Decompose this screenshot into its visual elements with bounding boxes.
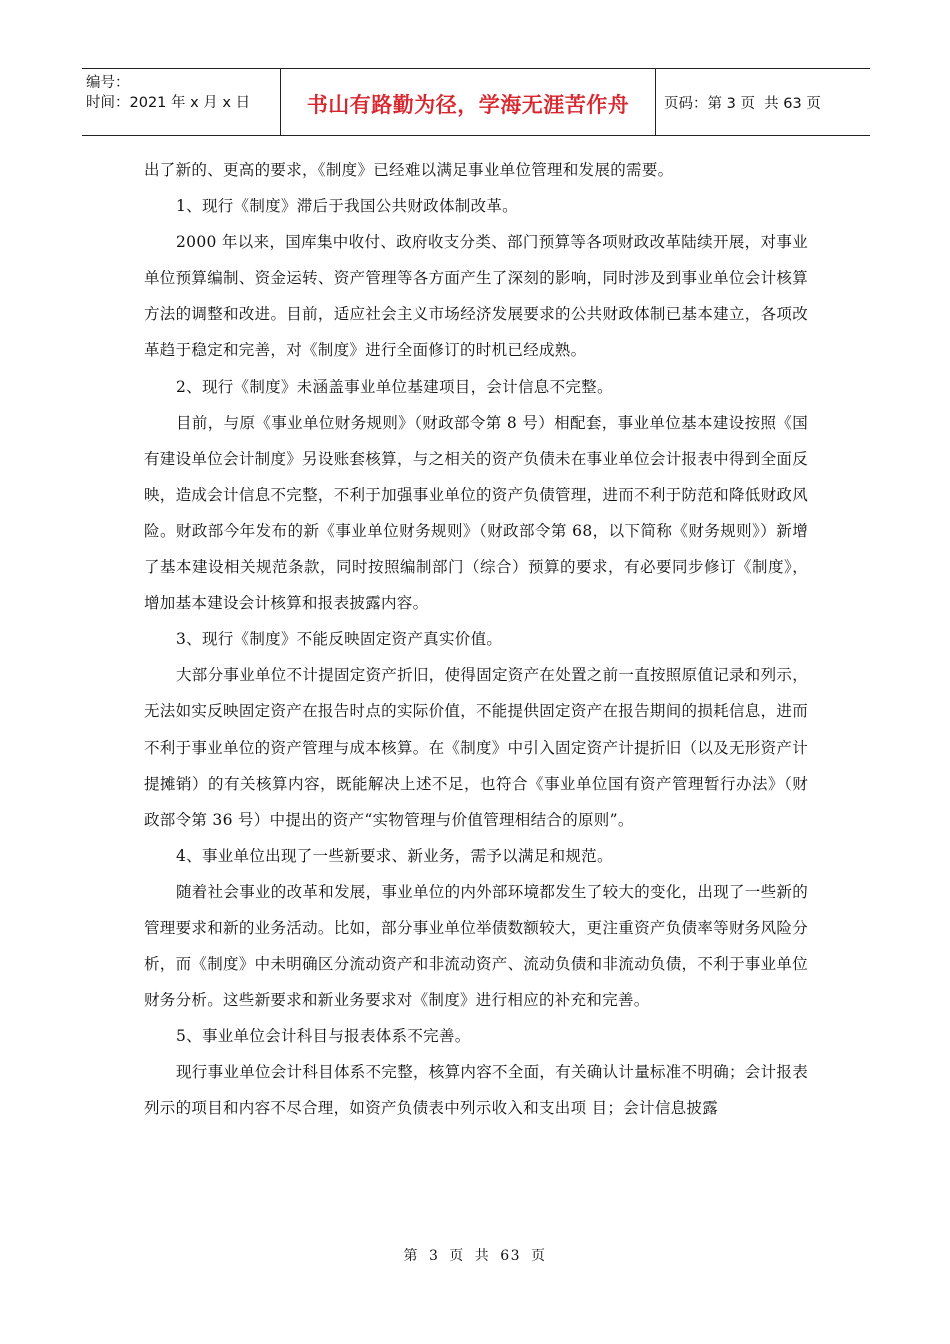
paragraph: 目前，与原《事业单位财务规则》（财政部令第 8 号）相配套，事业单位基本建设按照《国有建设单位会计制度》另设账套核算，与之相关的资产负债未在事业单位会计报表中得到全面反映，造成会计信息不完整，不利于加强事业单位的资产负债管理，进而不利于防范和降低财政风险。财政部今年发布的新《事业单位财务规则》（财政部令第 68，以下简称《财务规则》）新增了基本建设相关规范条款，同时按照编制部门（综合）预算的要求，有必要同步修订《制度》，增加基本建设会计核算和报表披露内容。 [144,413,808,613]
paragraph: 2000 年以来，国库集中收付、政府收支分类、部门预算等各项财政改革陆续开展，对事业单位预算编制、资金运转、资产管理等各方面产生了深刻的影响，同时涉及到事业单位会计核算方法的调整和改进。目前，适应社会主义市场经济发展要求的公共财政体制已基本建立，各项改革趋于稳定和完善，对《制度》进行全面修订的时机已经成熟。 [144,233,808,360]
section-heading-4: 4、事业单位出现了一些新要求、新业务，需予以满足和规范。 [176,846,613,865]
section-heading-2: 2、现行《制度》未涵盖事业单位基建项目，会计信息不完整。 [176,377,613,396]
header-meta-cell [82,69,281,135]
header-page-cell [656,69,870,135]
header-motto-cell [281,69,656,135]
header-motto: 书山有路勤为径，学海无涯苦作舟 [306,93,630,117]
section-heading-3: 3、现行《制度》不能反映固定资产真实价值。 [176,630,503,649]
section-heading-1: 1、现行《制度》滞后于我国公共财政体制改革。 [176,197,518,216]
header-page-info: 页码：第 3 页 共 63 页 [664,95,821,112]
document-number-label: 编号： [86,75,130,91]
paragraph: 随着社会事业的改革和发展，事业单位的内外部环境都发生了较大的变化，出现了一些新的管理要求和新的业务活动。比如，部分事业单位举债数额较大，更注重资产负债率等财务风险分析，而《制度》中未明确区分流动资产和非流动资产、流动负债和非流动负债，不利于事业单位财务分析。这些新要求和新业务要求对《制度》进行相应的补充和完善。 [144,882,809,1010]
page-header-table [82,68,870,136]
paragraph: 现行事业单位会计科目体系不完整，核算内容不全面，有关确认计量标准不明确；会计报表列示的项目和内容不尽合理，如资产负债表中列示收入和支出项 目；会计信息披露 [144,1063,809,1118]
document-body [144,152,808,1127]
paragraph: 大部分事业单位不计提固定资产折旧，使得固定资产在处置之前一直按照原值记录和列示，无法如实反映固定资产在报告时点的实际价值，不能提供固定资产在报告期间的损耗信息，进而不利于事业单位的资产管理与成本核算。在《制度》中引入固定资产计提折旧（以及无形资产计提摊销）的有关核算内容，既能解决上述不足，也符合《事业单位国有资产管理暂行办法》（财政部令第 36 号）中提出的资产“实物管理与价值管理相结合的原则”。 [144,666,809,829]
section-heading-5: 5、事业单位会计科目与报表体系不完善。 [176,1027,471,1046]
page-footer: 第 3 页 共 63 页 [403,1248,547,1264]
document-date: 时间：2021 年 x 月 x 日 [86,95,251,111]
paragraph-continuation: 出了新的、更高的要求，《制度》已经难以满足事业单位管理和发展的需要。 [144,161,674,179]
